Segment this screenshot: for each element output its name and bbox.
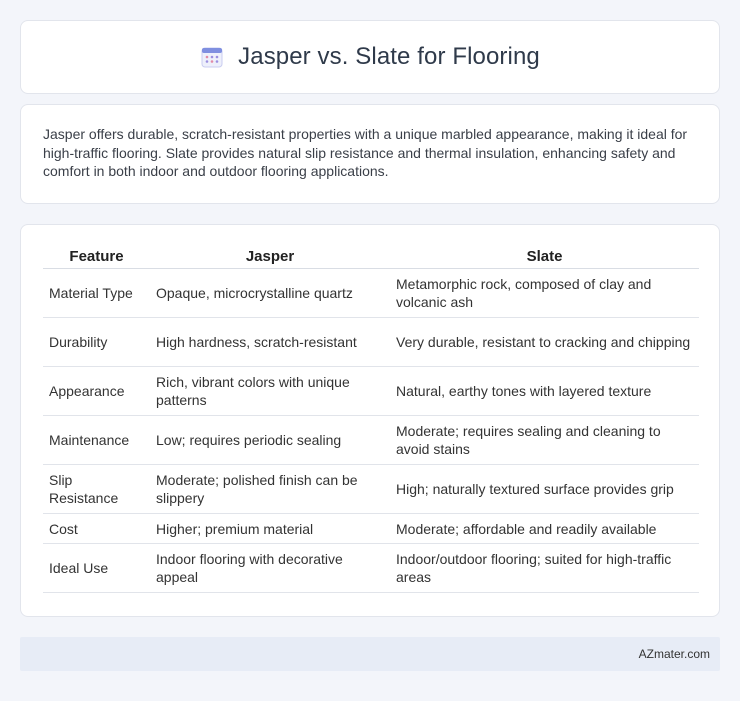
cell-feature: Maintenance [43,416,150,465]
table-row [43,318,699,367]
cell-jasper: Higher; premium material [150,514,390,544]
header-slate: Slate [390,247,699,269]
table-row [43,514,699,544]
summary-text: Jasper offers durable, scratch-resistant properties with a unique marbled appearance, making it ideal for high-traffic flooring. Slate provides natural slip resistance and thermal insulation, enhancing safety and comfort in both indoor and outdoor flooring applications. [43,126,688,179]
cell-jasper: Low; requires periodic sealing [150,416,390,465]
cell-slate: Metamorphic rock, composed of clay and volcanic ash [390,269,699,318]
table-row [43,367,699,416]
page-title: Jasper vs. Slate for Flooring [238,43,540,70]
calendar-icon [200,45,224,69]
cell-slate: Moderate; affordable and readily available [390,514,699,544]
title-wrap [200,43,540,71]
cell-slate: Moderate; requires sealing and cleaning to avoid stains [390,416,699,465]
header-card [20,20,720,94]
cell-feature: Durability [43,318,150,367]
table-row [43,465,699,514]
cell-slate: Natural, earthy tones with layered texture [390,367,699,416]
header-jasper: Jasper [150,247,390,269]
footer-brand-link[interactable]: AZmater.com [638,647,710,661]
footer-bar [20,637,720,671]
cell-feature: Cost [43,514,150,544]
cell-slate: High; naturally textured surface provides grip [390,465,699,514]
comparison-table [43,247,699,593]
table-row [43,544,699,593]
summary-card [20,104,720,204]
cell-feature: Appearance [43,367,150,416]
cell-jasper: Rich, vibrant colors with unique patterns [150,367,390,416]
table-header-row [43,247,699,269]
cell-feature: Ideal Use [43,544,150,593]
cell-feature: Slip Resistance [43,465,150,514]
cell-jasper: Opaque, microcrystalline quartz [150,269,390,318]
cell-jasper: Indoor flooring with decorative appeal [150,544,390,593]
cell-jasper: Moderate; polished finish can be slippery [150,465,390,514]
header-feature: Feature [43,247,150,269]
cell-slate: Indoor/outdoor flooring; suited for high-traffic areas [390,544,699,593]
cell-feature: Material Type [43,269,150,318]
table-row [43,269,699,318]
table-row [43,416,699,465]
cell-slate: Very durable, resistant to cracking and chipping [390,318,699,367]
cell-jasper: High hardness, scratch-resistant [150,318,390,367]
comparison-table-card [20,224,720,617]
